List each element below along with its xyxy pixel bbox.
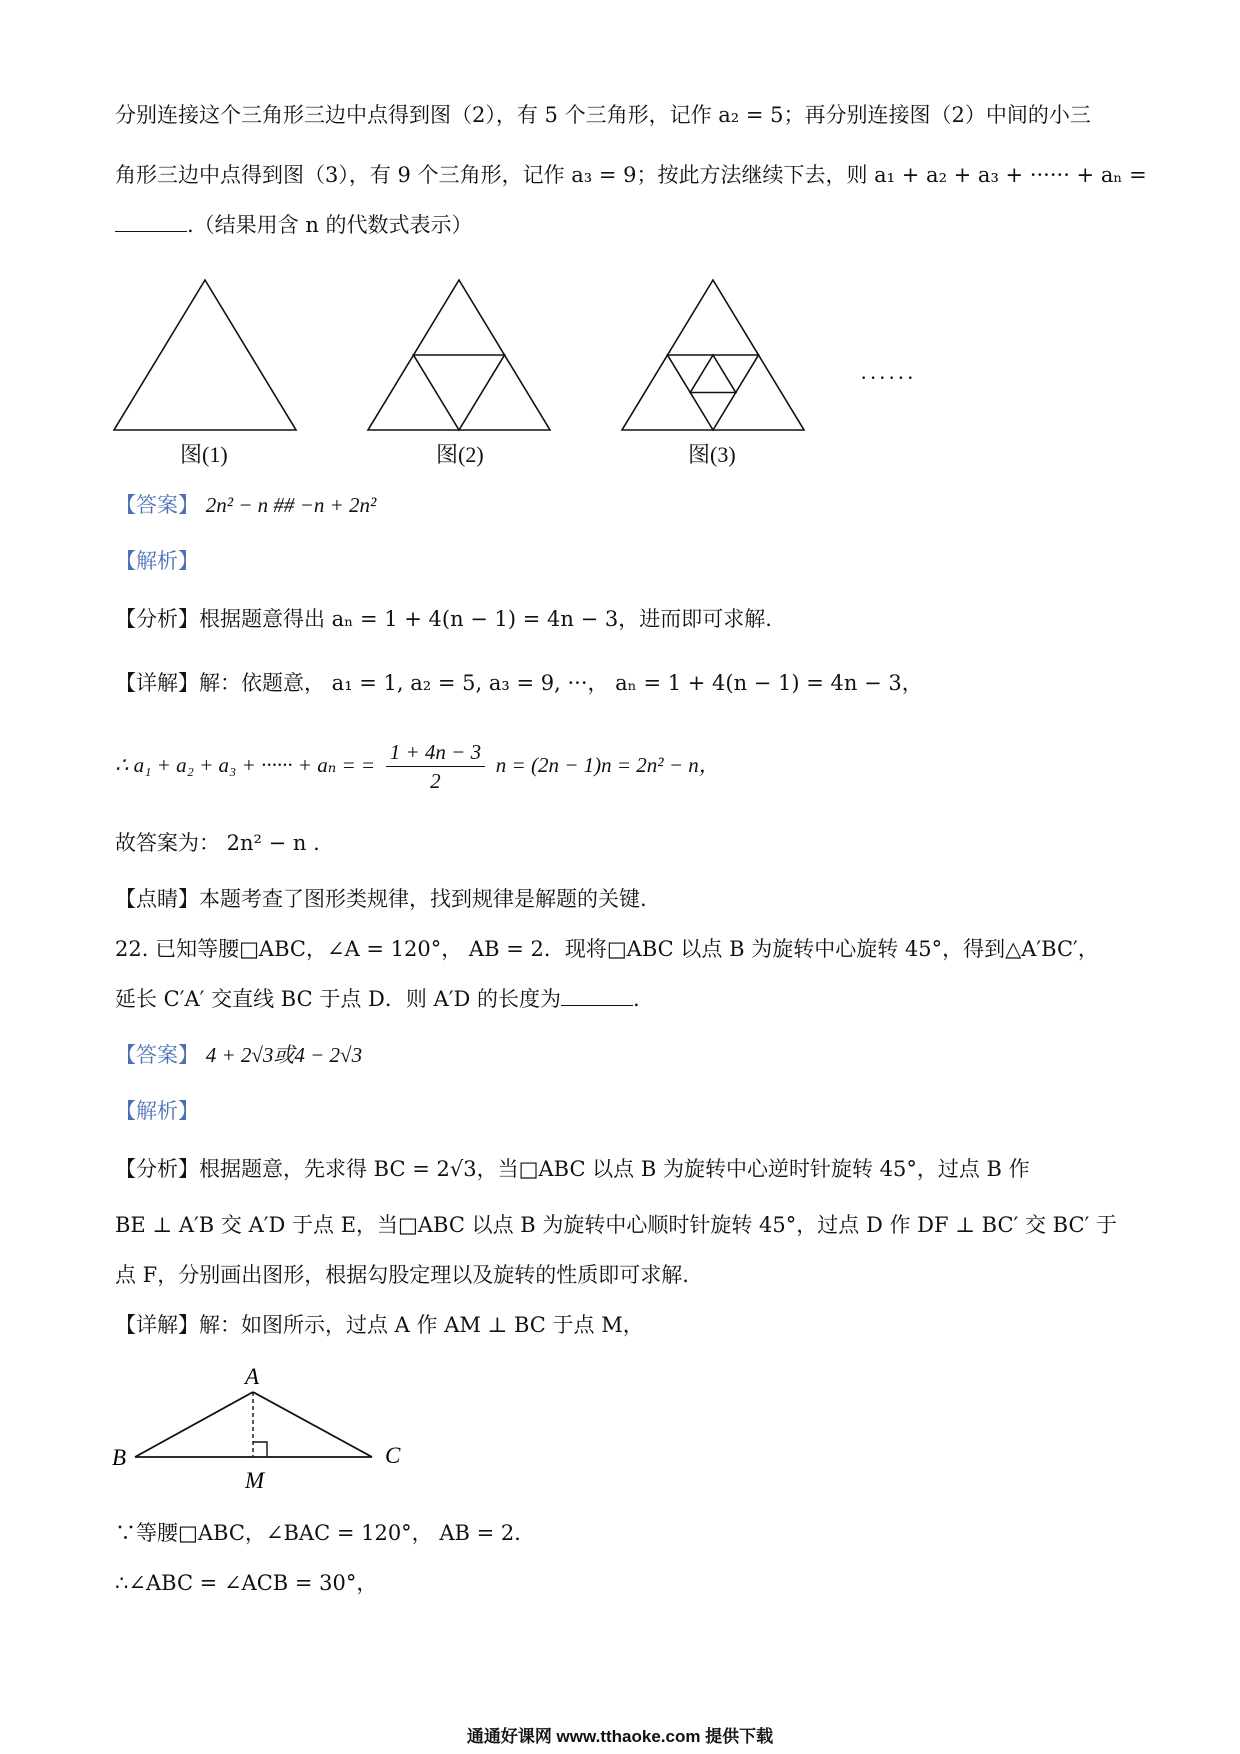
solution-label: 【详解】 xyxy=(115,671,199,695)
figure-caption: 图(2) xyxy=(436,442,484,467)
triangle-figure-3 xyxy=(620,278,806,433)
solution-line xyxy=(115,668,923,698)
figure-caption: 图(3) xyxy=(688,442,736,467)
analysis-tag: 【解析】 xyxy=(115,1099,199,1123)
triangle-figure-1 xyxy=(112,278,298,433)
solution-text: 解：依题意， a₁ = 1, a₂ = 5, a₃ = 9, ···， aₙ = 1 + 4(n − 1) = 4n − 3， xyxy=(199,671,923,695)
comment-label: 【点睛】 xyxy=(115,887,199,911)
problem-text-line: 分别连接这个三角形三边中点得到图（2），有 5 个三角形，记作 a₂ = 5；再分别连接图（2）中间的小三 xyxy=(115,103,1091,127)
sum-right: n = (2n − 1)n = 2n² − n， xyxy=(495,753,720,777)
therefore-line: ∴∠ABC = ∠ACB = 30°， xyxy=(115,1571,378,1595)
sum-left: ∴ a₁ + a₂ + a₃ + ······ + aₙ = = xyxy=(115,753,376,777)
vertex-label-a: A xyxy=(245,1364,260,1389)
answer-line xyxy=(115,490,376,520)
analysis-line xyxy=(115,1154,1030,1184)
analysis-text: 根据题意得出 aₙ = 1 + 4(n − 1) = 4n − 3，进而即可求解. xyxy=(199,607,772,631)
solution-line xyxy=(115,1310,644,1340)
solution-text: 解：如图所示，过点 A 作 AM ⊥ BC 于点 M， xyxy=(199,1313,644,1337)
fraction xyxy=(386,738,485,795)
fraction-denominator: 2 xyxy=(430,769,441,793)
problem-22-line xyxy=(115,984,640,1014)
analysis-line: 点 F，分别画出图形，根据勾股定理以及旋转的性质即可求解. xyxy=(115,1263,689,1287)
answer-tag: 【答案】 xyxy=(115,1043,199,1067)
sum-equation xyxy=(115,735,720,795)
problem-text-line xyxy=(115,210,473,240)
analysis-label: 【分析】 xyxy=(115,1157,199,1181)
solution-label: 【详解】 xyxy=(115,1313,199,1337)
vertex-label-c: C xyxy=(385,1443,401,1468)
problem-text: . xyxy=(633,987,640,1011)
continuation-dots: ······ xyxy=(860,365,916,390)
answer-value: 2n² − n ## −n + 2n² xyxy=(205,493,377,517)
vertex-label-m: M xyxy=(245,1468,265,1493)
triangle-abc-diagram xyxy=(110,1360,430,1500)
problem-text: 延长 C′A′ 交直线 BC 于点 D．则 A′D 的长度为 xyxy=(115,987,561,1011)
final-answer-line: 故答案为： 2n² − n . xyxy=(115,831,320,855)
figure-caption: 图(1) xyxy=(180,442,228,467)
problem-22-line: 22. 已知等腰□ABC，∠A = 120°， AB = 2．现将□ABC 以点 B 为旋转中心旋转 45°，得到△A′BC′， xyxy=(115,937,1099,961)
fraction-numerator: 1 + 4n − 3 xyxy=(386,738,485,767)
comment-line xyxy=(115,884,647,914)
answer-value: 4 + 2√3或4 − 2√3 xyxy=(205,1043,363,1067)
problem-text-line: 角形三边中点得到图（3），有 9 个三角形，记作 a₃ = 9；按此方法继续下去，则 a₁ + a₂ + a₃ + ······ + aₙ = xyxy=(115,163,1147,187)
because-line: ∵等腰□ABC，∠BAC = 120°， AB = 2． xyxy=(115,1521,536,1545)
answer-tag: 【答案】 xyxy=(115,493,199,517)
analysis-label: 【分析】 xyxy=(115,607,199,631)
problem-text: .（结果用含 n 的代数式表示） xyxy=(187,213,473,237)
answer-blank xyxy=(115,211,187,232)
analysis-line: BE ⊥ A′B 交 A′D 于点 E，当□ABC 以点 B 为旋转中心顺时针旋转 45°，过点 D 作 DF ⊥ BC′ 交 BC′ 于 xyxy=(115,1213,1117,1237)
vertex-label-b: B xyxy=(112,1445,127,1470)
answer-blank xyxy=(561,985,633,1006)
triangle-figure-2 xyxy=(366,278,552,433)
analysis-tag: 【解析】 xyxy=(115,549,199,573)
comment-text: 本题考查了图形类规律，找到规律是解题的关键. xyxy=(199,887,647,911)
analysis-text: 根据题意，先求得 BC = 2√3，当□ABC 以点 B 为旋转中心逆时针旋转 45°，过点 B 作 xyxy=(199,1157,1030,1181)
analysis-line xyxy=(115,604,772,634)
page-footer: 通通好课网 www.tthaoke.com 提供下载 xyxy=(466,1727,774,1746)
answer-line xyxy=(115,1040,362,1070)
